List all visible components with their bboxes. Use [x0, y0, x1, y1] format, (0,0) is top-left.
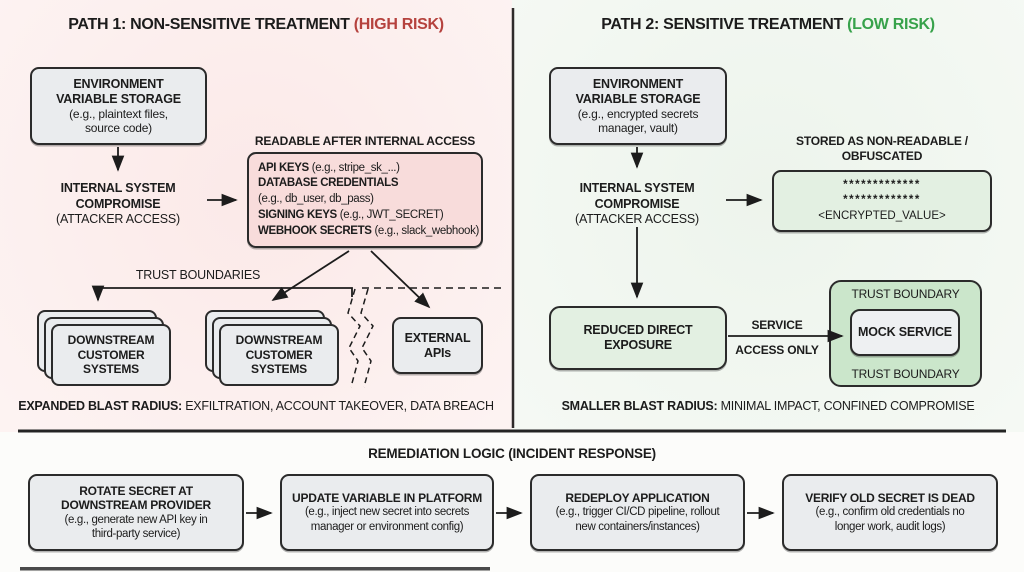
downstream-line1: DOWNSTREAM: [235, 333, 323, 348]
remediation-step-update-variable: [280, 474, 494, 551]
external-apis-box: [392, 317, 483, 374]
downstream-line3: SYSTEMS: [251, 362, 307, 377]
compromise-line2: COMPROMISE: [594, 196, 680, 211]
service-label-line2: ACCESS ONLY: [735, 343, 819, 357]
path2-title: [512, 16, 1024, 34]
path2-blast-radius-label: SMALLER BLAST RADIUS: MINIMAL IMPACT, CONFINED COMPROMISE: [561, 399, 975, 413]
mock-service-label: MOCK SERVICE: [858, 325, 952, 339]
path1-risk-badge: (HIGH RISK): [353, 16, 444, 33]
step-desc-line1: (e.g., confirm old credentials no: [815, 506, 965, 519]
stored-non-readable-label: [770, 134, 994, 164]
path1-env-storage-box: [30, 67, 207, 145]
step-desc-line1: (e.g., trigger CI/CD pipeline, rollout: [555, 506, 720, 519]
step-title-line2: DOWNSTREAM PROVIDER: [61, 498, 211, 512]
path2-env-storage-box: [549, 67, 727, 145]
path1-blast-radius-label: EXPANDED BLAST RADIUS: EXFILTRATION, ACCOUNT TAKEOVER, DATA BREACH: [18, 399, 494, 413]
service-label-line1: SERVICE: [751, 318, 803, 332]
path2-title-text: PATH 2: SENSITIVE TREATMENT: [601, 16, 848, 33]
step-title-line1: VERIFY OLD SECRET IS DEAD: [805, 490, 975, 505]
reduced-line1: REDUCED DIRECT: [583, 323, 693, 337]
path1-compromise-label: [28, 181, 208, 228]
env-storage-line4: source code): [85, 121, 152, 135]
external-line1: EXTERNAL: [404, 330, 471, 345]
step-title-line1: ROTATE SECRET AT: [79, 483, 193, 498]
secret-signing-keys: SIGNING KEYS (e.g., JWT_SECRET): [258, 208, 444, 221]
reduced-line2: EXPOSURE: [604, 338, 672, 352]
downstream-line2: CUSTOMER: [77, 347, 145, 362]
env-storage-line2: VARIABLE STORAGE: [575, 91, 701, 106]
encrypted-value-box: [772, 170, 992, 232]
secret-webhook-secrets: WEBHOOK SECRETS (e.g., slack_webhook): [258, 224, 479, 237]
path2-risk-badge: (LOW RISK): [847, 16, 935, 33]
env-storage-line3: (e.g., plaintext files,: [69, 106, 168, 121]
step-title-line1: UPDATE VARIABLE IN PLATFORM: [292, 490, 482, 505]
external-line2: APIs: [424, 345, 451, 360]
env-storage-line1: ENVIRONMENT: [592, 76, 684, 91]
path1-title: [0, 16, 512, 34]
masked-value-line1: *************: [843, 178, 921, 191]
step-desc-line2: manager or environment config): [310, 520, 464, 533]
trust-boundary-bottom-label: TRUST BOUNDARY: [851, 367, 960, 381]
compromise-line1: INTERNAL SYSTEM: [60, 181, 176, 195]
secret-db-example: (e.g., db_user, db_pass): [258, 193, 374, 206]
env-storage-line4: manager, vault): [598, 121, 678, 135]
secret-db-credentials: DATABASE CREDENTIALS: [258, 177, 399, 190]
downstream-line3: SYSTEMS: [83, 362, 139, 377]
compromise-line2: COMPROMISE: [75, 196, 161, 211]
compromise-line3: (ATTACKER ACCESS): [56, 212, 180, 226]
remediation-step-redeploy: [530, 474, 745, 551]
step-desc-line2: new containers/instances): [575, 520, 700, 533]
mock-service-box: [850, 309, 960, 356]
downstream-line2: CUSTOMER: [245, 347, 313, 362]
step-desc-line2: longer work, audit logs): [834, 520, 946, 533]
downstream-stack-1: [37, 310, 171, 386]
encrypted-value-placeholder: <ENCRYPTED_VALUE>: [818, 209, 946, 222]
compromise-line1: INTERNAL SYSTEM: [579, 181, 695, 195]
downstream-line1: DOWNSTREAM: [67, 333, 155, 348]
remediation-title: REMEDIATION LOGIC (INCIDENT RESPONSE): [368, 446, 656, 461]
trust-boundary-top-label: TRUST BOUNDARY: [851, 287, 960, 301]
step-title-line1: REDEPLOY APPLICATION: [565, 490, 710, 505]
stored-label-line1: STORED AS NON-READABLE /: [796, 134, 968, 148]
trust-boundaries-label: TRUST BOUNDARIES: [135, 268, 261, 282]
secret-api-keys: API KEYS (e.g., stripe_sk_...): [258, 161, 400, 174]
step-desc-line1: (e.g., inject new secret into secrets: [304, 506, 470, 519]
service-access-only-label: [727, 319, 827, 357]
compromise-line3: (ATTACKER ACCESS): [575, 212, 699, 226]
remediation-step-rotate-secret: [28, 474, 244, 551]
path2-compromise-label: [547, 181, 727, 228]
stack-card-front: [219, 324, 339, 386]
reduced-exposure-box: [549, 306, 727, 370]
step-desc-line2: third-party service): [91, 528, 181, 540]
env-storage-line1: ENVIRONMENT: [73, 76, 164, 91]
path1-title-text: PATH 1: NON-SENSITIVE TREATMENT: [68, 16, 354, 33]
remediation-step-verify-dead: [782, 474, 998, 551]
secrets-box: [247, 152, 483, 248]
step-desc-line1: (e.g., generate new API key in: [64, 513, 208, 526]
downstream-stack-2: [205, 310, 339, 386]
masked-value-line2: *************: [843, 194, 921, 207]
readable-after-access-label: READABLE AFTER INTERNAL ACCESS: [254, 134, 476, 148]
env-storage-line3: (e.g., encrypted secrets: [577, 106, 699, 121]
stack-card-front: [51, 324, 171, 386]
env-storage-line2: VARIABLE STORAGE: [56, 91, 181, 106]
stored-label-line2: OBFUSCATED: [841, 149, 923, 163]
